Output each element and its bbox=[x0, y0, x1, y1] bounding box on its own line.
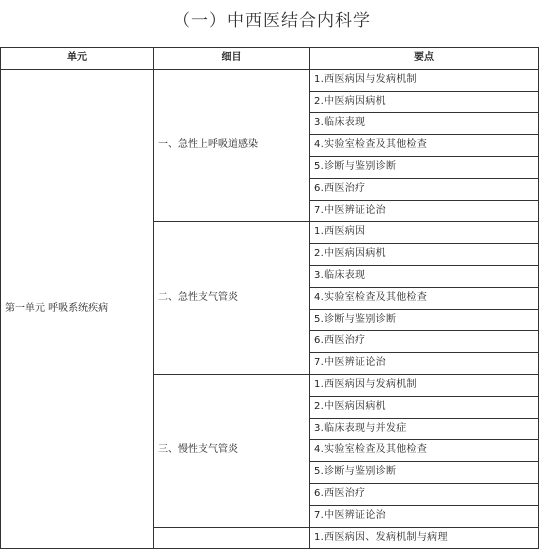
point-cell: 1.西医病因、发病机制与病理 bbox=[310, 527, 539, 549]
header-points: 要点 bbox=[310, 48, 539, 70]
point-cell: 3.临床表现 bbox=[310, 113, 539, 135]
point-cell: 2.中医病因病机 bbox=[310, 91, 539, 113]
point-cell: 5.诊断与鉴别诊断 bbox=[310, 309, 539, 331]
point-cell: 6.西医治疗 bbox=[310, 483, 539, 505]
point-cell: 1.西医病因与发病机制 bbox=[310, 374, 539, 396]
point-cell: 2.中医病因病机 bbox=[310, 244, 539, 266]
point-cell: 4.实验室检查及其他检查 bbox=[310, 135, 539, 157]
page-title: （一）中西医结合内科学 bbox=[173, 11, 371, 31]
table-body bbox=[1, 69, 539, 549]
item-cell: 一、急性上呼吸道感染 bbox=[154, 69, 310, 222]
point-cell: 6.西医治疗 bbox=[310, 178, 539, 200]
point-cell: 1.西医病因与发病机制 bbox=[310, 69, 539, 91]
item-cell: 二、急性支气管炎 bbox=[154, 222, 310, 375]
point-cell: 3.临床表现与并发症 bbox=[310, 418, 539, 440]
point-cell: 1.西医病因 bbox=[310, 222, 539, 244]
table-header-row bbox=[1, 48, 539, 70]
point-cell: 7.中医辨证论治 bbox=[310, 353, 539, 375]
point-cell: 7.中医辨证论治 bbox=[310, 200, 539, 222]
point-cell: 5.诊断与鉴别诊断 bbox=[310, 156, 539, 178]
unit-cell: 第一单元 呼吸系统疾病 bbox=[1, 69, 154, 549]
point-cell: 5.诊断与鉴别诊断 bbox=[310, 462, 539, 484]
syllabus-table bbox=[0, 47, 539, 549]
point-cell: 2.中医病因病机 bbox=[310, 396, 539, 418]
point-cell: 4.实验室检查及其他检查 bbox=[310, 287, 539, 309]
header-item: 细目 bbox=[154, 48, 310, 70]
header-unit: 单元 bbox=[1, 48, 154, 70]
point-cell: 4.实验室检查及其他检查 bbox=[310, 440, 539, 462]
table-row bbox=[1, 69, 539, 91]
item-cell bbox=[154, 527, 310, 549]
point-cell: 7.中医辨证论治 bbox=[310, 505, 539, 527]
point-cell: 6.西医治疗 bbox=[310, 331, 539, 353]
point-cell: 3.临床表现 bbox=[310, 265, 539, 287]
item-cell: 三、慢性支气管炎 bbox=[154, 374, 310, 527]
